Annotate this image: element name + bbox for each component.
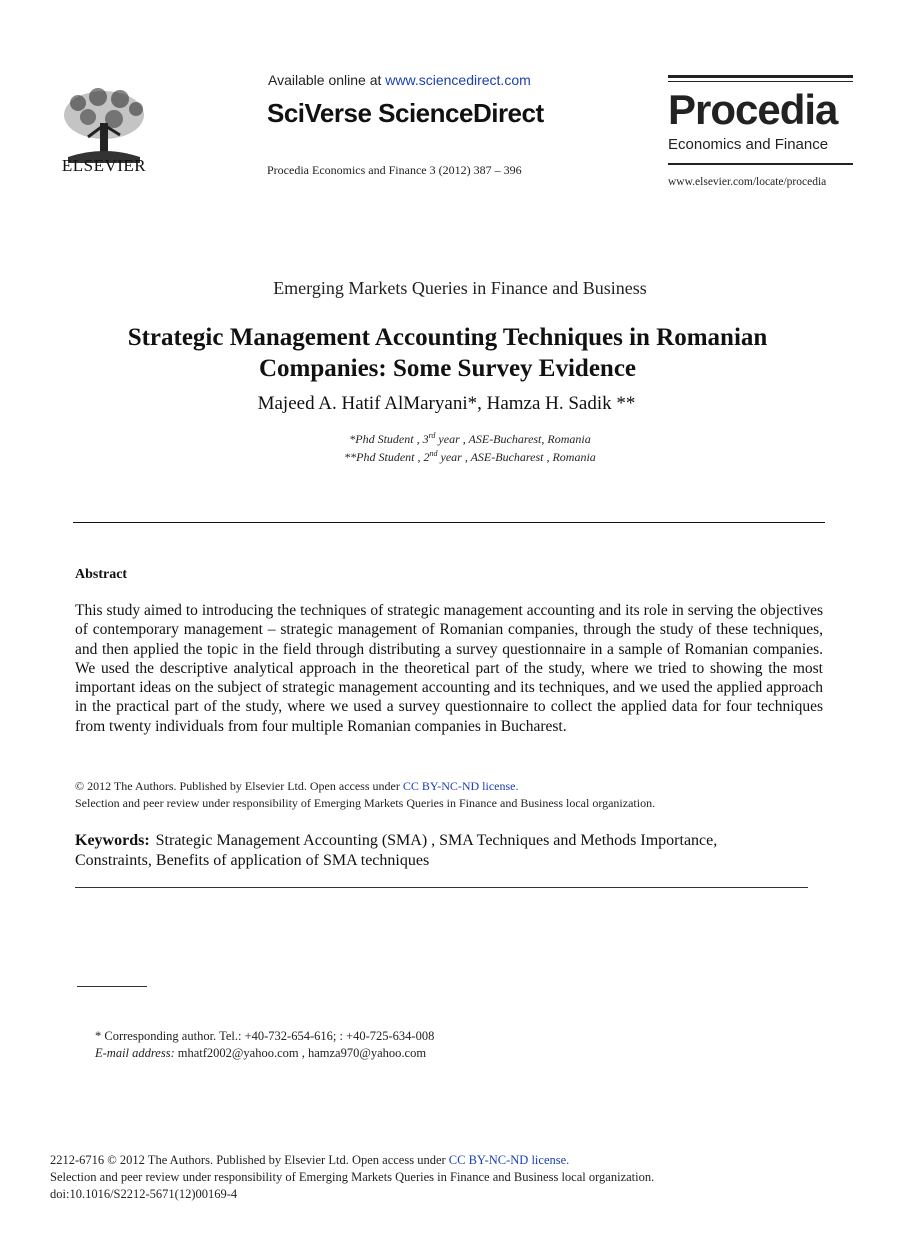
footer-copyright [50, 1153, 569, 1168]
divider [73, 522, 825, 523]
journal-reference: Procedia Economics and Finance 3 (2012) 387 – 396 [267, 163, 522, 177]
affiliation-text: year , ASE-Bucharest , Romania [437, 450, 596, 464]
affiliation-1 [0, 431, 907, 447]
footer-peer-review: Selection and peer review under responsibility of Emerging Markets Queries in Finance and Business local organization. [50, 1170, 655, 1184]
procedia-logo-title: Procedia [668, 86, 838, 133]
email-values: mhatf2002@yahoo.com , hamza970@yahoo.com [177, 1046, 427, 1060]
copyright-notice [75, 779, 519, 794]
footer-copyright-text: 2212-6716 © 2012 The Authors. Published by Elsevier Ltd. Open access under [50, 1153, 446, 1167]
available-online [268, 72, 531, 88]
abstract-text: This study aimed to introducing the techniques of strategic management accounting and its role in serving the objectives of contemporary management – strategic management of Romanian companies, through the study of these techniques, and then applied the topic in the field through distributing a survey questionnaire in a sample of Romanian companies. We used the descriptive analytical approach in the theoretical part of the study, where we tried to showing the most important ideas on the subject of strategic management accounting and its techniques, and we used the applied approach in the practical part of the study, where we used a survey questionnaire to collect the applied data for four techniques from twenty individuals from four multiple Romanian companies in Bucharest. [75, 602, 823, 735]
affiliation-text: *Phd Student , 3 [349, 432, 429, 446]
abstract-heading: Abstract [75, 567, 128, 582]
affiliation-sup: rd [428, 431, 436, 440]
elsevier-wordmark: ELSEVIER [61, 156, 147, 175]
footer-license-link[interactable]: CC BY-NC-ND license. [448, 1153, 570, 1167]
keywords [75, 831, 795, 871]
title-line-2: Companies: Some Survey Evidence [258, 355, 637, 382]
corresponding-author: * Corresponding author. Tel.: +40-732-654-616; : +40-725-634-008 [95, 1029, 435, 1043]
procedia-url-link[interactable]: www.elsevier.com/locate/procedia [668, 176, 827, 188]
divider [75, 887, 808, 888]
email-label: E-mail address: [95, 1046, 175, 1060]
affiliation-text: year , ASE-Bucharest, Romania [435, 432, 591, 446]
copyright-text: © 2012 The Authors. Published by Elsevier Ltd. Open access under [75, 779, 400, 793]
paper-title [60, 322, 835, 384]
footnote-rule [77, 986, 147, 987]
procedia-rule [668, 163, 853, 165]
footer-doi: doi:10.1016/S2212-5671(12)00169-4 [50, 1187, 238, 1201]
authors: Majeed A. Hatif AlMaryani*, Hamza H. Sadik ** [257, 393, 636, 414]
conference-name: Emerging Markets Queries in Finance and Business [273, 278, 647, 298]
affiliation-2 [0, 449, 907, 465]
procedia-rule [668, 81, 853, 82]
procedia-rule [668, 75, 853, 78]
keywords-label: Keywords: [75, 832, 150, 849]
sciencedirect-link[interactable]: www.sciencedirect.com [385, 72, 531, 88]
peer-review-note: Selection and peer review under responsibility of Emerging Markets Queries in Finance and Business local organization. [75, 796, 656, 810]
affiliation-sup: nd [429, 449, 438, 458]
platform-wordmark: SciVerse ScienceDirect [267, 98, 544, 128]
procedia-logo-subtitle: Economics and Finance [668, 136, 829, 153]
email-addresses [95, 1046, 426, 1061]
available-prefix: Available online at [268, 72, 382, 88]
affiliation-text: **Phd Student , 2 [344, 450, 430, 464]
keywords-line-2: Constraints, Benefits of application of SMA techniques [75, 852, 430, 869]
title-line-1: Strategic Management Accounting Techniques in Romanian [127, 324, 768, 351]
license-link[interactable]: CC BY-NC-ND license. [402, 779, 519, 793]
keywords-line-1: Strategic Management Accounting (SMA) , SMA Techniques and Methods Importance, [155, 832, 718, 849]
